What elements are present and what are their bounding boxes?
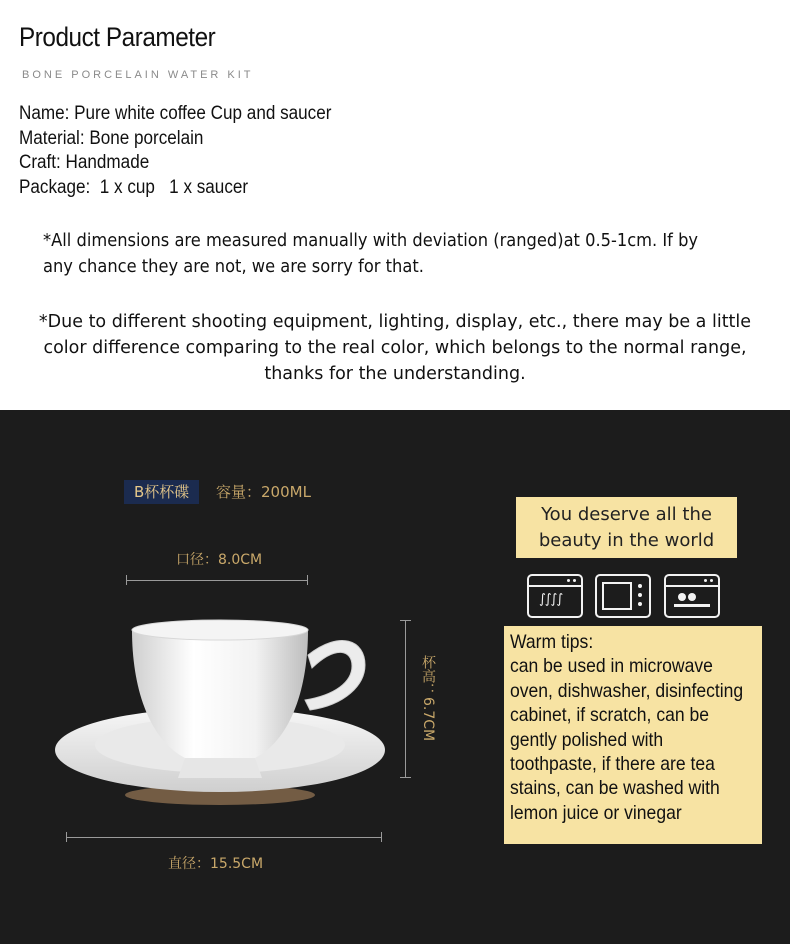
param-craft: Craft: Handmade bbox=[19, 152, 150, 173]
slogan-box: You deserve all the beauty in the world bbox=[516, 497, 737, 558]
cup-handle bbox=[305, 641, 365, 710]
diameter-tick-left bbox=[66, 832, 67, 842]
mouth-diameter-label: 口径：8.0CM bbox=[176, 552, 263, 568]
color-note: *Due to different shooting equipment, lighting, display, etc., there may be a little color difference comparing to the real color, which belongs to the normal range, thanks for the understanding. bbox=[38, 312, 752, 384]
height-tick-top bbox=[400, 620, 411, 621]
model-badge: B杯杯碟 bbox=[124, 480, 199, 504]
height-label: 杯高：6.7CM bbox=[420, 655, 436, 742]
diameter-label: 直径：15.5CM bbox=[168, 856, 264, 872]
mouth-diameter-line bbox=[126, 580, 308, 581]
height-line bbox=[405, 620, 406, 778]
cup-and-saucer-image bbox=[40, 600, 400, 810]
mouth-diameter-tick-right bbox=[307, 575, 308, 585]
height-tick-bottom bbox=[400, 777, 411, 778]
dishwasher-icon bbox=[664, 574, 720, 618]
capacity-label: 容量：200ML bbox=[216, 483, 311, 501]
param-package: Package: 1 x cup 1 x saucer bbox=[19, 176, 249, 198]
parameter-section bbox=[0, 0, 790, 410]
page-subtitle: BONE PORCELAIN WATER KIT bbox=[22, 69, 254, 81]
diameter-tick-right bbox=[381, 832, 382, 842]
cup-rim bbox=[132, 620, 308, 640]
diameter-line bbox=[66, 837, 382, 838]
page-title: Product Parameter bbox=[19, 22, 216, 52]
warm-tips-heading: Warm tips: bbox=[510, 631, 594, 653]
cup-foot bbox=[178, 758, 262, 778]
param-name: Name: Pure white coffee Cup and saucer bbox=[19, 103, 332, 124]
dimension-note: *All dimensions are measured manually with deviation (ranged)at 0.5-1cm. If by any chance they are not, we are sorry for that. bbox=[43, 231, 699, 277]
oven-icon bbox=[595, 574, 651, 618]
param-material: Material: Bone porcelain bbox=[19, 127, 204, 149]
parameter-list bbox=[19, 102, 331, 200]
warm-tips-body: can be used in microwave oven, dishwasher, disinfecting cabinet, if scratch, can be gently polished with toothpaste, if there are tea stains, can be washed with lemon juice or vinegar bbox=[510, 655, 744, 824]
mouth-diameter-tick-left bbox=[126, 575, 127, 585]
warm-tips-box bbox=[504, 626, 762, 844]
microwave-icon: ∫∫∫∫ bbox=[527, 574, 583, 618]
